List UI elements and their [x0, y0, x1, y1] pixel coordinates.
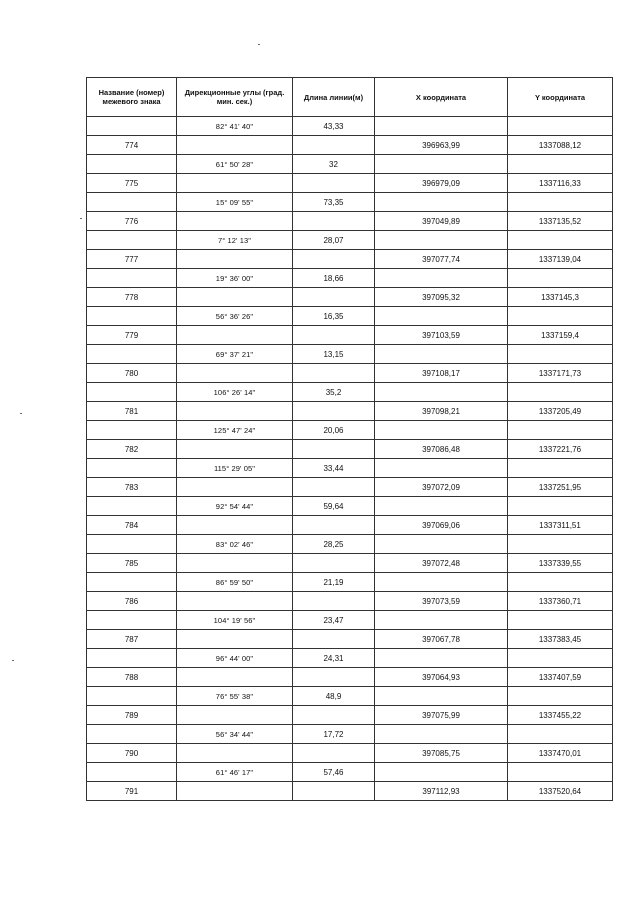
cell-name — [87, 421, 177, 440]
cell-length — [293, 288, 375, 307]
table-row-point — [87, 326, 613, 345]
cell-y — [508, 269, 613, 288]
table-row-segment — [87, 307, 613, 326]
cell-length: 13,15 — [293, 345, 375, 364]
cell-name: 787 — [87, 630, 177, 649]
cell-y: 1337251,95 — [508, 478, 613, 497]
cell-name — [87, 725, 177, 744]
cell-name — [87, 117, 177, 136]
table-row-point — [87, 402, 613, 421]
cell-name: 775 — [87, 174, 177, 193]
cell-y: 1337360,71 — [508, 592, 613, 611]
cell-x: 397073,59 — [375, 592, 508, 611]
table-row-point — [87, 364, 613, 383]
cell-x: 397069,06 — [375, 516, 508, 535]
cell-y — [508, 193, 613, 212]
cell-name: 779 — [87, 326, 177, 345]
table-row-point — [87, 136, 613, 155]
table-row-segment — [87, 193, 613, 212]
cell-y — [508, 459, 613, 478]
cell-length: 17,72 — [293, 725, 375, 744]
cell-x — [375, 231, 508, 250]
cell-x — [375, 383, 508, 402]
table-row-point — [87, 630, 613, 649]
cell-name: 789 — [87, 706, 177, 725]
table-row-segment — [87, 535, 613, 554]
cell-name — [87, 269, 177, 288]
cell-x: 397075,99 — [375, 706, 508, 725]
table-row-segment — [87, 345, 613, 364]
cell-x: 396979,09 — [375, 174, 508, 193]
table-row-point — [87, 554, 613, 573]
cell-name: 781 — [87, 402, 177, 421]
cell-length: 28,25 — [293, 535, 375, 554]
cell-angle: 82° 41' 40" — [177, 117, 293, 136]
cell-name: 782 — [87, 440, 177, 459]
cell-name: 785 — [87, 554, 177, 573]
table-row-point — [87, 250, 613, 269]
cell-x — [375, 535, 508, 554]
cell-y: 1337205,49 — [508, 402, 613, 421]
cell-angle: 96° 44' 00" — [177, 649, 293, 668]
table-row-segment — [87, 763, 613, 782]
table-row-segment — [87, 269, 613, 288]
cell-name — [87, 383, 177, 402]
cell-angle: 86° 59' 50" — [177, 573, 293, 592]
cell-angle — [177, 478, 293, 497]
cell-angle — [177, 136, 293, 155]
cell-angle — [177, 250, 293, 269]
table-row-segment — [87, 611, 613, 630]
cell-length — [293, 668, 375, 687]
cell-angle: 56° 36' 26" — [177, 307, 293, 326]
cell-length — [293, 706, 375, 725]
cell-length — [293, 250, 375, 269]
cell-length — [293, 630, 375, 649]
cell-name: 783 — [87, 478, 177, 497]
scan-speck — [80, 218, 82, 219]
table-row-point — [87, 212, 613, 231]
cell-x: 397103,59 — [375, 326, 508, 345]
table-row-point — [87, 478, 613, 497]
header-name: Название (номер) межевого знака — [87, 78, 177, 117]
cell-length — [293, 478, 375, 497]
boundary-marks-table — [86, 77, 613, 801]
cell-name — [87, 649, 177, 668]
cell-angle — [177, 630, 293, 649]
cell-length: 21,19 — [293, 573, 375, 592]
cell-angle: 69° 37' 21" — [177, 345, 293, 364]
cell-angle — [177, 782, 293, 801]
cell-y — [508, 649, 613, 668]
cell-angle — [177, 668, 293, 687]
cell-y — [508, 345, 613, 364]
cell-x — [375, 611, 508, 630]
cell-x — [375, 649, 508, 668]
cell-y: 1337171,73 — [508, 364, 613, 383]
cell-name: 776 — [87, 212, 177, 231]
cell-x — [375, 497, 508, 516]
cell-angle: 125° 47' 24" — [177, 421, 293, 440]
cell-y: 1337116,33 — [508, 174, 613, 193]
cell-x — [375, 307, 508, 326]
table-row-point — [87, 706, 613, 725]
cell-length: 33,44 — [293, 459, 375, 478]
cell-length: 57,46 — [293, 763, 375, 782]
cell-name: 777 — [87, 250, 177, 269]
table-row-segment — [87, 383, 613, 402]
cell-name: 790 — [87, 744, 177, 763]
cell-angle: 92° 54' 44" — [177, 497, 293, 516]
cell-y — [508, 117, 613, 136]
cell-y — [508, 155, 613, 174]
cell-length: 28,07 — [293, 231, 375, 250]
table-row-segment — [87, 231, 613, 250]
cell-angle: 76° 55' 38" — [177, 687, 293, 706]
cell-y — [508, 535, 613, 554]
cell-length: 32 — [293, 155, 375, 174]
cell-name: 778 — [87, 288, 177, 307]
cell-x: 397072,09 — [375, 478, 508, 497]
cell-y: 1337383,45 — [508, 630, 613, 649]
cell-angle: 106° 26' 14" — [177, 383, 293, 402]
header-length: Длина линии(м) — [293, 78, 375, 117]
cell-length: 24,31 — [293, 649, 375, 668]
scan-speck — [258, 44, 260, 45]
cell-name — [87, 345, 177, 364]
cell-name: 791 — [87, 782, 177, 801]
cell-y: 1337407,59 — [508, 668, 613, 687]
cell-x — [375, 687, 508, 706]
cell-angle: 61° 46' 17" — [177, 763, 293, 782]
cell-length — [293, 402, 375, 421]
cell-x — [375, 193, 508, 212]
cell-angle: 104° 19' 56" — [177, 611, 293, 630]
cell-name — [87, 611, 177, 630]
cell-length — [293, 440, 375, 459]
table-header-row — [87, 78, 613, 117]
cell-x: 397098,21 — [375, 402, 508, 421]
cell-length: 59,64 — [293, 497, 375, 516]
table-row-point — [87, 516, 613, 535]
table-row-point — [87, 668, 613, 687]
cell-y: 1337145,3 — [508, 288, 613, 307]
cell-x: 397049,89 — [375, 212, 508, 231]
cell-length — [293, 516, 375, 535]
cell-length: 18,66 — [293, 269, 375, 288]
cell-angle: 56° 34' 44" — [177, 725, 293, 744]
cell-length — [293, 554, 375, 573]
cell-x: 397064,93 — [375, 668, 508, 687]
cell-name: 784 — [87, 516, 177, 535]
cell-y — [508, 687, 613, 706]
cell-x — [375, 573, 508, 592]
cell-x: 397095,32 — [375, 288, 508, 307]
table-row-point — [87, 782, 613, 801]
cell-y: 1337159,4 — [508, 326, 613, 345]
cell-angle — [177, 364, 293, 383]
cell-x — [375, 117, 508, 136]
cell-y — [508, 421, 613, 440]
cell-y: 1337339,55 — [508, 554, 613, 573]
cell-x: 397085,75 — [375, 744, 508, 763]
cell-y: 1337520,64 — [508, 782, 613, 801]
cell-length: 16,35 — [293, 307, 375, 326]
cell-y — [508, 611, 613, 630]
cell-angle — [177, 174, 293, 193]
cell-x: 397067,78 — [375, 630, 508, 649]
cell-name: 788 — [87, 668, 177, 687]
cell-angle — [177, 554, 293, 573]
cell-x: 397086,48 — [375, 440, 508, 459]
cell-x — [375, 269, 508, 288]
cell-name — [87, 687, 177, 706]
cell-y: 1337088,12 — [508, 136, 613, 155]
cell-x: 397112,93 — [375, 782, 508, 801]
cell-length: 23,47 — [293, 611, 375, 630]
table-row-segment — [87, 459, 613, 478]
cell-y — [508, 573, 613, 592]
table-row-segment — [87, 687, 613, 706]
cell-y: 1337311,51 — [508, 516, 613, 535]
table-row-segment — [87, 155, 613, 174]
cell-length — [293, 592, 375, 611]
cell-x: 397108,17 — [375, 364, 508, 383]
cell-angle — [177, 212, 293, 231]
cell-x: 396963,99 — [375, 136, 508, 155]
cell-angle — [177, 516, 293, 535]
table-row-point — [87, 288, 613, 307]
cell-name — [87, 459, 177, 478]
header-x: X координата — [375, 78, 508, 117]
cell-x — [375, 725, 508, 744]
table-row-point — [87, 744, 613, 763]
cell-length — [293, 364, 375, 383]
table-row-segment — [87, 117, 613, 136]
scan-speck — [12, 660, 14, 661]
cell-length: 35,2 — [293, 383, 375, 402]
cell-angle: 15° 09' 55" — [177, 193, 293, 212]
header-angle: Дирекционные углы (град. мин. сек.) — [177, 78, 293, 117]
cell-name — [87, 535, 177, 554]
cell-length — [293, 136, 375, 155]
cell-name — [87, 193, 177, 212]
cell-angle: 115° 29' 05" — [177, 459, 293, 478]
cell-length: 20,06 — [293, 421, 375, 440]
table-row-segment — [87, 497, 613, 516]
cell-angle: 83° 02' 46" — [177, 535, 293, 554]
cell-angle — [177, 288, 293, 307]
cell-x: 397077,74 — [375, 250, 508, 269]
cell-name — [87, 497, 177, 516]
cell-y: 1337470,01 — [508, 744, 613, 763]
cell-x — [375, 155, 508, 174]
cell-x — [375, 763, 508, 782]
cell-x — [375, 345, 508, 364]
cell-y: 1337135,52 — [508, 212, 613, 231]
cell-y — [508, 725, 613, 744]
cell-length: 73,35 — [293, 193, 375, 212]
cell-x — [375, 459, 508, 478]
cell-angle — [177, 402, 293, 421]
cell-x — [375, 421, 508, 440]
cell-x: 397072,48 — [375, 554, 508, 573]
cell-length — [293, 326, 375, 345]
cell-y: 1337139,04 — [508, 250, 613, 269]
cell-length — [293, 782, 375, 801]
cell-name: 774 — [87, 136, 177, 155]
cell-angle — [177, 440, 293, 459]
cell-name: 780 — [87, 364, 177, 383]
cell-angle — [177, 744, 293, 763]
cell-length — [293, 174, 375, 193]
cell-name — [87, 573, 177, 592]
cell-y: 1337221,76 — [508, 440, 613, 459]
cell-name: 786 — [87, 592, 177, 611]
table-row-point — [87, 592, 613, 611]
table-body — [87, 117, 613, 801]
cell-name — [87, 231, 177, 250]
table-row-point — [87, 174, 613, 193]
cell-angle: 7° 12' 13" — [177, 231, 293, 250]
cell-name — [87, 155, 177, 174]
header-y: Y координата — [508, 78, 613, 117]
table-row-segment — [87, 649, 613, 668]
cell-y — [508, 383, 613, 402]
cell-y — [508, 307, 613, 326]
cell-y — [508, 763, 613, 782]
table-row-segment — [87, 725, 613, 744]
cell-length: 43,33 — [293, 117, 375, 136]
cell-angle — [177, 706, 293, 725]
cell-y: 1337455,22 — [508, 706, 613, 725]
cell-name — [87, 307, 177, 326]
cell-angle — [177, 326, 293, 345]
cell-angle: 19° 36' 00" — [177, 269, 293, 288]
cell-name — [87, 763, 177, 782]
table-row-point — [87, 440, 613, 459]
table-row-segment — [87, 421, 613, 440]
cell-y — [508, 231, 613, 250]
cell-length — [293, 744, 375, 763]
cell-length: 48,9 — [293, 687, 375, 706]
cell-angle — [177, 592, 293, 611]
cell-y — [508, 497, 613, 516]
table-row-segment — [87, 573, 613, 592]
cell-angle: 61° 50' 28" — [177, 155, 293, 174]
scan-speck — [20, 413, 22, 414]
cell-length — [293, 212, 375, 231]
